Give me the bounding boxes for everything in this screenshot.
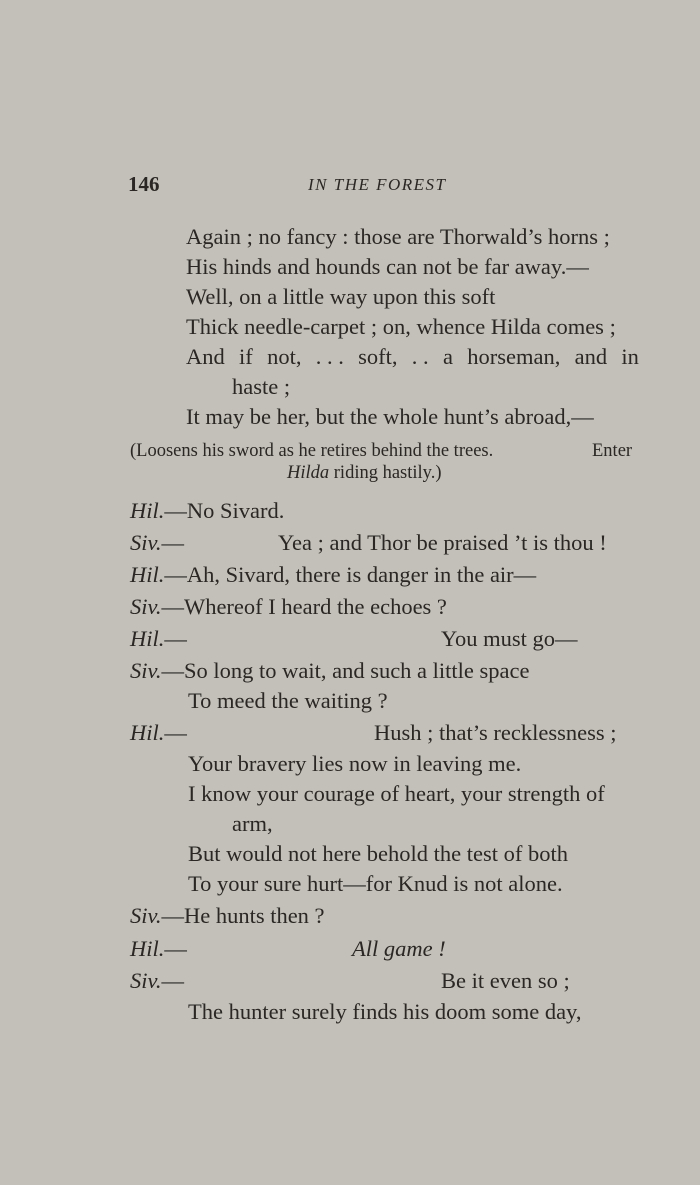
page-number: 146 xyxy=(128,172,160,196)
dialogue-line xyxy=(130,936,187,962)
verse-line: His hinds and hounds can not be far away.— xyxy=(186,254,589,279)
dialogue-line xyxy=(130,626,187,652)
dialogue-line xyxy=(130,658,530,684)
verse-line: I know your courage of heart, your strength of xyxy=(188,781,605,806)
dialogue-line xyxy=(130,720,187,746)
speech: —He hunts then ? xyxy=(161,903,325,928)
dialogue-line xyxy=(130,594,447,620)
verse-line: Well, on a little way upon this soft xyxy=(186,284,496,309)
word: if xyxy=(239,344,253,369)
verse-line-justified xyxy=(186,344,639,370)
speech: —No Sivard. xyxy=(164,498,285,523)
verse-line: The hunter surely finds his doom some day, xyxy=(188,999,582,1024)
verse-line: To your sure hurt—for Knud is not alone. xyxy=(188,871,563,896)
speech: You must go— xyxy=(441,626,578,651)
speaker: Hil. xyxy=(130,562,165,587)
word: . . . xyxy=(315,344,344,369)
speech: —Ah, Sivard, there is danger in the air— xyxy=(164,562,537,587)
speaker-dash: — xyxy=(164,626,187,651)
stage-direction-cont xyxy=(287,463,442,484)
verse-line-turnover: arm, xyxy=(232,811,273,836)
stage-direction: (Loosens his sword as he retires behind the trees. xyxy=(130,441,494,461)
verse-line: To meed the waiting ? xyxy=(188,688,388,713)
verse-line: Thick needle-carpet ; on, whence Hilda comes ; xyxy=(186,314,616,339)
speech: Yea ; and Thor be praised ’t is thou ! xyxy=(278,530,607,555)
speech: Be it even so ; xyxy=(441,968,570,993)
verse-line: It may be her, but the whole hunt’s abroad,— xyxy=(186,404,594,429)
dialogue-line xyxy=(130,530,184,556)
word: . . xyxy=(411,344,429,369)
dialogue-line xyxy=(130,903,325,929)
stage-direction-text: riding hastily.) xyxy=(329,463,442,483)
speaker: Hil. xyxy=(130,498,165,523)
speaker-dash: — xyxy=(161,968,184,993)
dialogue-line xyxy=(130,498,284,524)
speech-text: All game ! xyxy=(352,936,446,961)
speaker-dash: — xyxy=(161,530,184,555)
speaker: Hil. xyxy=(130,626,165,651)
speaker: Siv. xyxy=(130,968,162,993)
speaker: Hil. xyxy=(130,720,165,745)
verse-line: But would not here behold the test of both xyxy=(188,841,568,866)
word: in xyxy=(621,344,639,369)
speaker: Hil. xyxy=(130,936,165,961)
speaker-dash: — xyxy=(164,720,187,745)
speaker: Siv. xyxy=(130,530,162,555)
verse-line-turnover: haste ; xyxy=(232,374,291,399)
speaker: Siv. xyxy=(130,903,162,928)
speech: —So long to wait, and such a little space xyxy=(161,658,530,683)
character-name: Hilda xyxy=(287,463,330,483)
word: a xyxy=(442,344,453,369)
word: And xyxy=(186,344,225,369)
speaker: Siv. xyxy=(130,594,162,619)
speaker-dash: — xyxy=(164,936,187,961)
speech: Hush ; that’s recklessness ; xyxy=(374,720,617,745)
speech: —Whereof I heard the echoes ? xyxy=(161,594,447,619)
speech xyxy=(352,936,446,962)
word: not, xyxy=(267,344,302,369)
word: soft, xyxy=(358,344,398,369)
running-title: IN THE FOREST xyxy=(308,175,447,194)
stage-direction-enter: Enter xyxy=(592,441,633,461)
speaker: Siv. xyxy=(130,658,162,683)
word: and xyxy=(574,344,608,369)
dialogue-line xyxy=(130,562,536,588)
verse-line: Your bravery lies now in leaving me. xyxy=(188,751,522,776)
verse-line: Again ; no fancy : those are Thorwald’s horns ; xyxy=(186,224,610,249)
word: horseman, xyxy=(467,344,561,369)
dialogue-line xyxy=(130,968,184,994)
